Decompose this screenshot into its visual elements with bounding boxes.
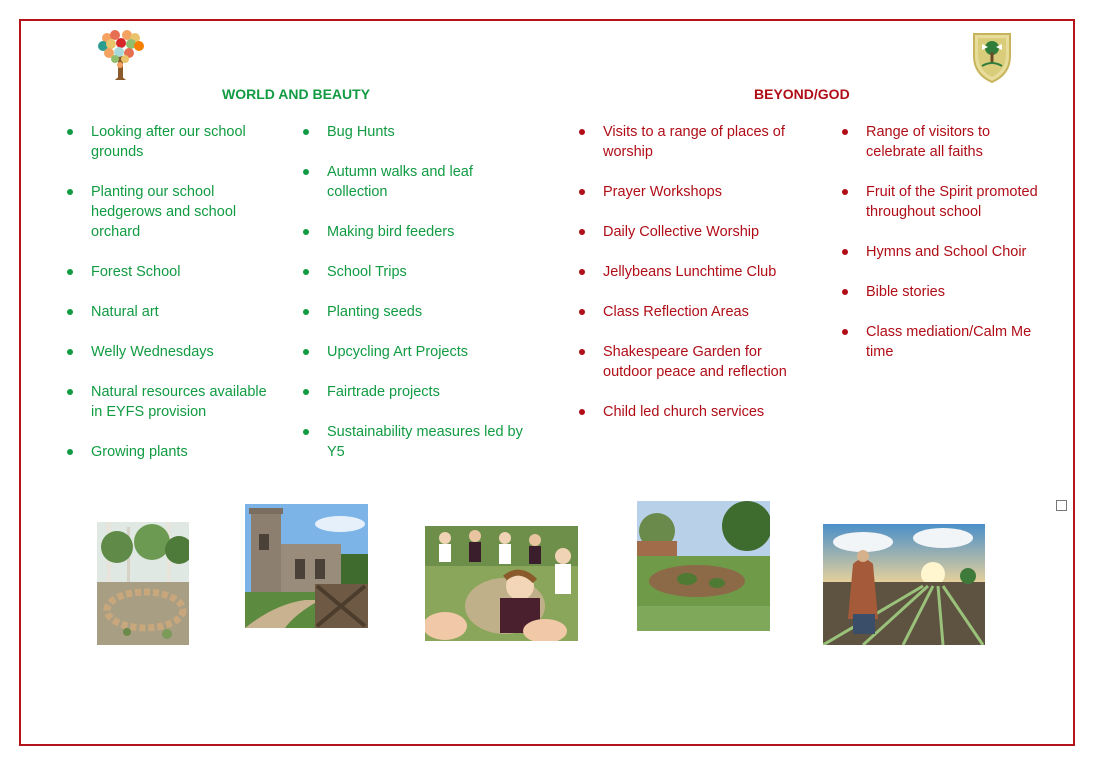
bullet-icon xyxy=(67,269,73,275)
list-item: Child led church services xyxy=(579,402,804,422)
list-item: Planting our school hedgerows and school orchard xyxy=(67,182,277,242)
list-item: Fruit of the Spirit promoted throughout school xyxy=(842,182,1052,222)
list-item: Prayer Workshops xyxy=(579,182,804,202)
bullet-icon xyxy=(579,349,585,355)
bullet-icon xyxy=(842,329,848,335)
bullet-icon xyxy=(303,169,309,175)
list-item: Making bird feeders xyxy=(303,222,533,242)
list-item: Shakespeare Garden for outdoor peace and reflection xyxy=(579,342,804,382)
list-item: Hymns and School Choir xyxy=(842,242,1052,262)
list-item: Looking after our school grounds xyxy=(67,122,277,162)
list-item: Planting seeds xyxy=(303,302,533,322)
forest-school-photo xyxy=(97,522,189,645)
sower-painting xyxy=(823,524,985,645)
list-item: Daily Collective Worship xyxy=(579,222,804,242)
bullet-icon xyxy=(579,229,585,235)
list-item: Autumn walks and leaf collection xyxy=(303,162,533,202)
bullet-icon xyxy=(303,349,309,355)
list-item: Visits to a range of places of worship xyxy=(579,122,804,162)
beyond-list-column-2 xyxy=(842,122,1052,382)
bullet-icon xyxy=(303,389,309,395)
bullet-icon xyxy=(842,189,848,195)
list-item: Forest School xyxy=(67,262,277,282)
bullet-icon xyxy=(303,229,309,235)
list-item: Sustainability measures led by Y5 xyxy=(303,422,533,462)
list-item: Growing plants xyxy=(67,442,277,462)
list-item: School Trips xyxy=(303,262,533,282)
church-photo xyxy=(245,504,368,628)
bullet-icon xyxy=(579,189,585,195)
bullet-icon xyxy=(67,389,73,395)
list-item: Welly Wednesdays xyxy=(67,342,277,362)
heart-tree-logo xyxy=(93,26,149,84)
bullet-icon xyxy=(67,129,73,135)
beyond-god-heading: BEYOND/GOD xyxy=(754,86,850,102)
list-item: Natural art xyxy=(67,302,277,322)
bullet-icon xyxy=(842,289,848,295)
garden-photo xyxy=(637,501,770,631)
bullet-icon xyxy=(303,309,309,315)
bullet-icon xyxy=(579,269,585,275)
bullet-icon xyxy=(303,129,309,135)
list-item: Range of visitors to celebrate all faiths xyxy=(842,122,1052,162)
bullet-icon xyxy=(579,409,585,415)
bullet-icon xyxy=(67,189,73,195)
bullet-icon xyxy=(67,449,73,455)
world-list-column-2 xyxy=(303,122,533,482)
list-item: Class mediation/Calm Me time xyxy=(842,322,1052,362)
school-crest-logo xyxy=(970,30,1014,84)
resize-handle[interactable] xyxy=(1056,500,1067,511)
list-item: Bug Hunts xyxy=(303,122,533,142)
bullet-icon xyxy=(303,429,309,435)
bullet-icon xyxy=(842,249,848,255)
world-and-beauty-heading: WORLD AND BEAUTY xyxy=(222,86,371,102)
list-item: Jellybeans Lunchtime Club xyxy=(579,262,804,282)
children-photo xyxy=(425,526,578,641)
list-item: Upcycling Art Projects xyxy=(303,342,533,362)
bullet-icon xyxy=(579,129,585,135)
list-item: Bible stories xyxy=(842,282,1052,302)
list-item: Class Reflection Areas xyxy=(579,302,804,322)
world-list-column-1 xyxy=(67,122,277,482)
beyond-list-column-1 xyxy=(579,122,804,442)
bullet-icon xyxy=(67,309,73,315)
bullet-icon xyxy=(579,309,585,315)
list-item: Natural resources available in EYFS provision xyxy=(67,382,277,422)
list-item: Fairtrade projects xyxy=(303,382,533,402)
bullet-icon xyxy=(67,349,73,355)
bullet-icon xyxy=(842,129,848,135)
bullet-icon xyxy=(303,269,309,275)
